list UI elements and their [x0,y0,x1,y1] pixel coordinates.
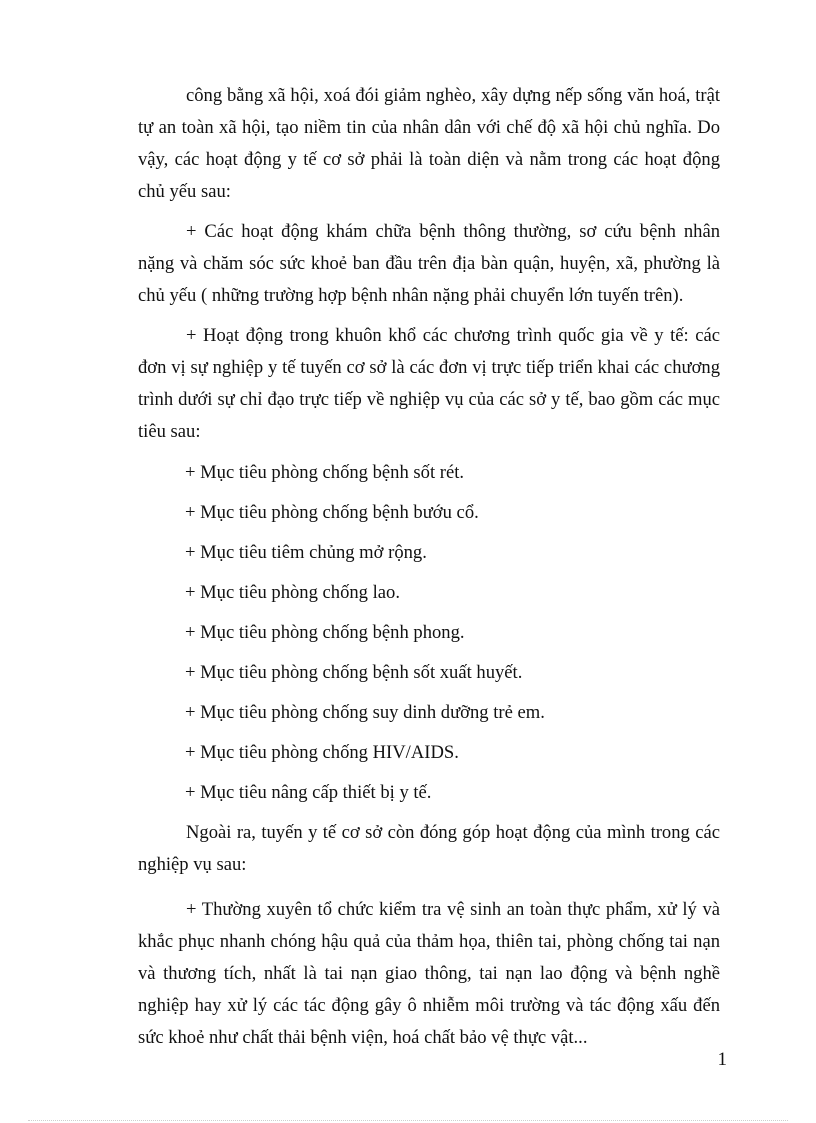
goal-item-8: + Mục tiêu phòng chống HIV/AIDS. [185,742,459,763]
body-paragraph-3: + Hoạt động trong khuôn khổ các chương trình quốc gia về y tế: các đơn vị sự nghiệp y tế tuyến cơ sở là các đơn vị trực tiếp triển khai các chương trình dưới sự chỉ đạo trực tiếp về nghiệp vụ của các sở y tế, bao gồm các mục tiêu sau: [138,325,720,442]
goal-item-5: + Mục tiêu phòng chống bệnh phong. [185,622,465,643]
body-paragraph-2: + Các hoạt động khám chữa bệnh thông thường, sơ cứu bệnh nhân nặng và chăm sóc sức khoẻ ban đầu trên địa bàn quận, huyện, xã, phường là chủ yếu ( những trường hợp bệnh nhân nặng phải chuyển lớn tuyến trên). [138,221,720,306]
body-paragraph-5: + Thường xuyên tổ chức kiểm tra vệ sinh an toàn thực phẩm, xử lý và khắc phục nhanh chóng hậu quả của thảm họa, thiên tai, phòng chống tai nạn và thương tích, nhất là tai nạn giao thông, tai nạn lao động và bệnh nghề nghiệp hay xử lý các tác động gây ô nhiễm môi trường và tác động xấu đến sức khoẻ như chất thải bệnh viện, hoá chất bảo vệ thực vật... [138,899,720,1048]
body-paragraph-4: Ngoài ra, tuyến y tế cơ sở còn đóng góp hoạt động của mình trong các nghiệp vụ sau: [138,822,720,875]
goal-item-7: + Mục tiêu phòng chống suy dinh dưỡng trẻ em. [185,702,545,723]
goal-item-3: + Mục tiêu tiêm chủng mở rộng. [185,542,427,563]
goal-item-1: + Mục tiêu phòng chống bệnh sốt rét. [185,462,465,483]
goal-item-4: + Mục tiêu phòng chống lao. [185,582,400,603]
goal-item-9: + Mục tiêu nâng cấp thiết bị y tế. [185,782,432,803]
goal-item-2: + Mục tiêu phòng chống bệnh bướu cổ. [185,502,479,523]
page-bottom-dotted-rule [28,1120,788,1121]
body-paragraph-1: công bằng xã hội, xoá đói giảm nghèo, xây dựng nếp sống văn hoá, trật tự an toàn xã hội, tạo niềm tin của nhân dân với chế độ xã hội chủ nghĩa. Do vậy, các hoạt động y tế cơ sở phải là toàn diện và nằm trong các hoạt động chủ yếu sau: [138,85,720,202]
page-number: 1 [717,1049,727,1070]
goal-item-6: + Mục tiêu phòng chống bệnh sốt xuất huyết. [185,662,523,683]
